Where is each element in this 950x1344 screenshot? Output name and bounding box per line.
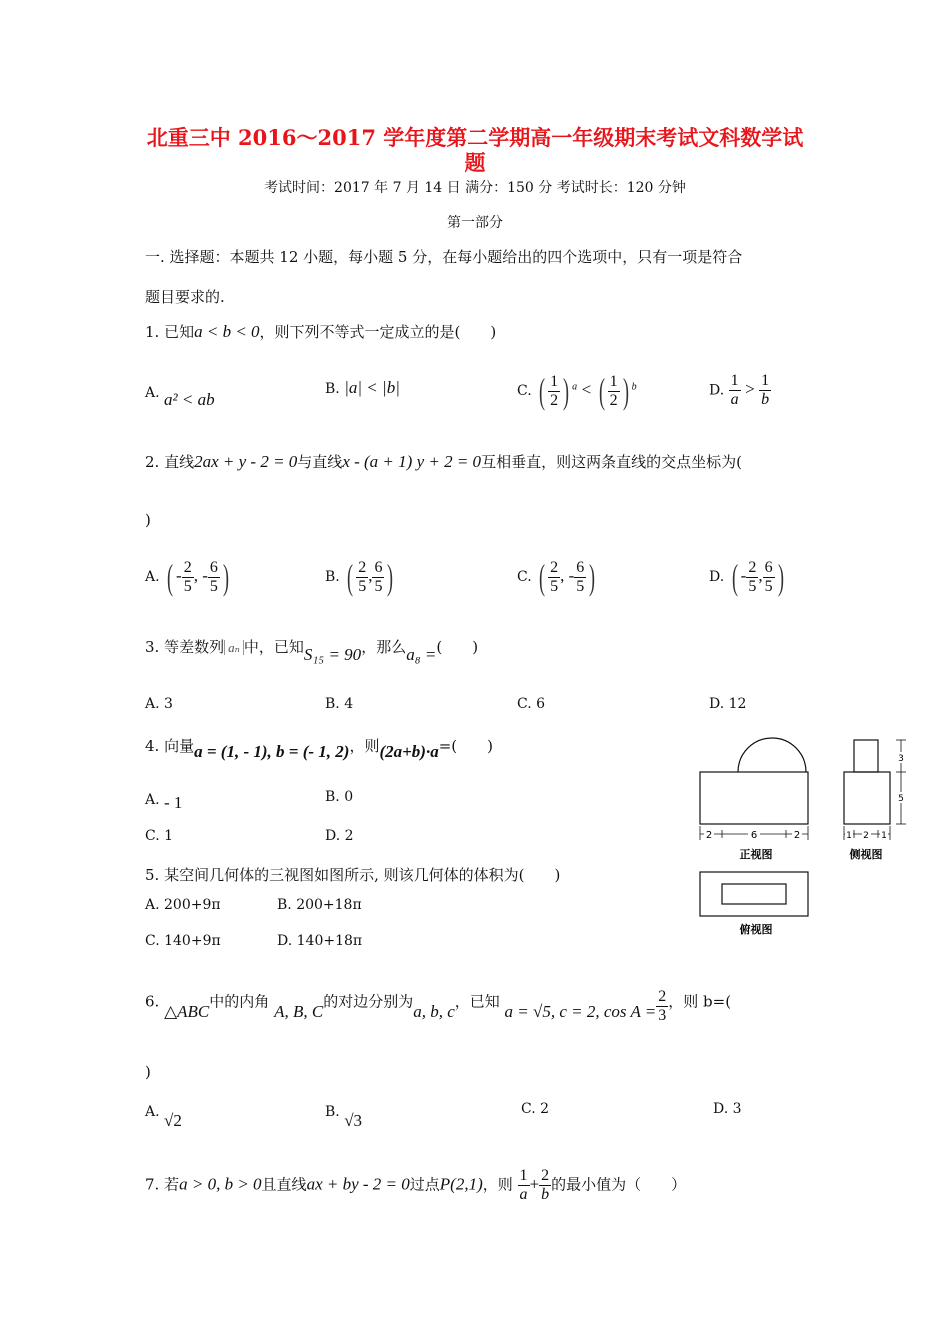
section-instructions-line2: 题目要求的.	[145, 288, 225, 306]
q1-label-c: C.	[517, 383, 532, 399]
q6-close-paren: )	[145, 1063, 151, 1081]
q1-suffix: ，则下列不等式一定成立的是( )	[259, 323, 497, 341]
q1-option-a	[145, 382, 215, 409]
question-2-stem	[145, 451, 742, 472]
front-view	[700, 738, 808, 840]
q4-expr: a = (1, - 1), b = (- 1, 2)	[194, 742, 350, 761]
q7-suffix: 的最小值为（ ）	[551, 1175, 687, 1194]
side-view-label: 侧视图	[849, 848, 883, 861]
q4-option-b: B. 0	[325, 789, 354, 805]
q3-mid: 中，已知	[243, 638, 304, 656]
q4-opt-a-val: - 1	[164, 793, 183, 812]
q1-opt-a-expr: a² < ab	[164, 390, 215, 409]
top-view	[700, 872, 808, 916]
q7-mid: 且直线	[261, 1175, 307, 1194]
side-view-bottom-box	[844, 772, 890, 824]
q6-option-c: C. 2	[521, 1101, 550, 1117]
q6-option-a	[145, 1101, 182, 1130]
q6-sides: a, b, c	[413, 1001, 455, 1021]
front-dim-left: 2	[705, 830, 713, 841]
q3-expr: S₁₅ = 90	[303, 645, 362, 664]
part-heading: 第一部分	[447, 215, 503, 231]
top-view-label: 俯视图	[739, 923, 773, 936]
q2-expr2: x - (a + 1) y + 2 = 0	[342, 452, 482, 471]
q4-suffix: =( )	[438, 737, 493, 755]
q3-prefix: 3. 等差数列	[145, 638, 225, 656]
three-view-figure	[690, 730, 920, 945]
side-dim-bottom: 5	[898, 794, 904, 804]
q2-option-c: C. ( $\frac{2}{5}$ , - $\frac{6}{5}$ )	[517, 557, 596, 597]
q7-expr2: ax + by - 2 = 0	[306, 1174, 410, 1194]
q2-close-paren: )	[145, 511, 151, 529]
q2-mid: 与直线	[297, 453, 343, 471]
q7-point: P(2,1)	[439, 1174, 483, 1194]
exam-title-line2: 题	[464, 150, 486, 175]
top-view-inner	[722, 884, 786, 904]
q7-prefix: 7. 若	[145, 1175, 180, 1194]
q7-expr: a > 0, b > 0	[179, 1174, 262, 1194]
q4-prefix: 4. 向量	[145, 737, 195, 755]
q1-opt-c-mid: <	[581, 380, 592, 399]
q4-label-a: A.	[145, 792, 160, 808]
q6-mid3: ，已知	[454, 992, 500, 1011]
q1-option-c: C. ( $\frac{1}{2}$ ) $^a$ < ( $\frac{1}{2}$ ) $^b$	[517, 371, 637, 411]
q2-label-b: B.	[325, 569, 340, 585]
q1-option-b	[325, 378, 400, 398]
q5-option-a: A. 200+9π	[145, 897, 221, 913]
q2-suffix: 互相垂直，则这两条直线的交点坐标为(	[481, 453, 742, 471]
exam-info: 考试时间：2017 年 7 月 14 日 满分：150 分 考试时长：120 分钟	[264, 180, 686, 196]
question-1-stem	[145, 321, 496, 342]
q6-label-b: B.	[325, 1104, 340, 1120]
q7-mid3: ，则	[482, 1175, 513, 1194]
q7-mid2: 过点	[409, 1175, 440, 1194]
q6-opt-b-val: √3	[344, 1111, 363, 1130]
q6-option-b	[325, 1101, 363, 1130]
q4-expr2: (2a+b)·a	[379, 742, 439, 761]
q3-option-a: A. 3	[145, 696, 173, 712]
q6-expr: a = √5, c = 2, cos A =	[504, 1001, 657, 1021]
side-dim-top: 3	[898, 754, 904, 764]
side-dim-middle: 2	[863, 831, 869, 841]
front-dim-right: 2	[793, 830, 801, 841]
front-view-semicircle	[738, 738, 806, 772]
q1-expr: a < b < 0	[194, 322, 260, 341]
q5-option-d: D. 140+18π	[277, 933, 363, 949]
q6-suffix: ，则 b=(	[668, 992, 732, 1011]
q3-option-b: B. 4	[325, 696, 354, 712]
q1-label-a: A.	[145, 385, 160, 401]
front-dim-middle: 6	[750, 830, 758, 841]
q3-mid2: ，那么	[361, 638, 407, 656]
q2-label-a: A.	[145, 569, 160, 585]
q3-seq: aₙ	[224, 640, 244, 655]
question-6-stem	[145, 984, 732, 1024]
front-view-box	[700, 772, 808, 824]
q6-angles: A, B, C	[274, 1001, 324, 1021]
question-4-stem	[145, 735, 493, 761]
question-5-stem: 5. 某空间几何体的三视图如图所示, 则该几何体的体积为( )	[145, 866, 561, 884]
section-instructions-line1: 一. 选择题：本题共 12 小题，每小题 5 分，在每小题给出的四个选项中，只有一项是符合	[145, 248, 743, 266]
q6-mid2: 的对边分别为	[323, 992, 414, 1011]
q6-label-a: A.	[145, 1104, 160, 1120]
q1-opt-b-expr: |a| < |b|	[344, 378, 400, 397]
q3-option-d: D. 12	[709, 696, 747, 712]
q4-option-a	[145, 789, 183, 812]
q2-option-a: A. ( - $\frac{2}{5}$ , - $\frac{6}{5}$ )	[145, 557, 229, 597]
side-view-top-box	[854, 740, 878, 772]
q2-label-d: D.	[709, 569, 725, 585]
q1-prefix: 1. 已知	[145, 323, 195, 341]
q2-option-d: D. ( - $\frac{2}{5}$ , $\frac{6}{5}$ )	[709, 557, 784, 597]
q6-frac-numerator: 2	[658, 988, 667, 1005]
q1-label-d: D.	[709, 382, 725, 399]
q4-option-c: C. 1	[145, 828, 174, 844]
q4-mid: ，则	[349, 737, 380, 755]
q6-prefix: 6.	[145, 992, 160, 1011]
q2-prefix: 2. 直线	[145, 453, 195, 471]
question-7-stem: 7. 若a > 0, b > 0且直线ax + by - 2 = 0过点P(2,1)，则 $\frac{1}{a}$ + $\frac{2}{b}$ 的最小值为（ ）	[145, 1167, 687, 1203]
side-dim-left: 1	[846, 831, 852, 841]
q5-option-b: B. 200+18π	[277, 897, 362, 913]
side-dim-right: 1	[881, 831, 887, 841]
q6-frac-denominator: 3	[658, 1007, 667, 1024]
q4-option-d: D. 2	[325, 828, 354, 844]
q5-option-c: C. 140+9π	[145, 933, 221, 949]
q6-triangle: △ABC	[164, 1001, 210, 1021]
q1-opt-d-mid: >	[745, 379, 755, 399]
front-view-label: 正视图	[739, 848, 773, 861]
q3-option-c: C. 6	[517, 696, 546, 712]
q2-expr1: 2ax + y - 2 = 0	[194, 452, 298, 471]
top-view-outer	[700, 872, 808, 916]
q3-expr2: a₈ =	[406, 645, 437, 664]
q6-mid1: 中的内角	[209, 992, 270, 1011]
q3-suffix: ( )	[436, 638, 479, 656]
exam-title-line1: 北重三中 2016～2017 学年度第二学期高一年级期末考试文科数学试	[146, 125, 804, 150]
q1-label-b: B.	[325, 381, 340, 397]
q2-option-b: B. ( $\frac{2}{5}$ , $\frac{6}{5}$ )	[325, 557, 394, 597]
q6-opt-a-val: √2	[164, 1111, 182, 1130]
question-3-stem	[145, 636, 479, 664]
q6-option-d: D. 3	[713, 1101, 742, 1117]
q1-option-d: D. $\frac{1}{a}$ > $\frac{1}{b}$	[709, 372, 770, 408]
q2-label-c: C.	[517, 569, 532, 585]
